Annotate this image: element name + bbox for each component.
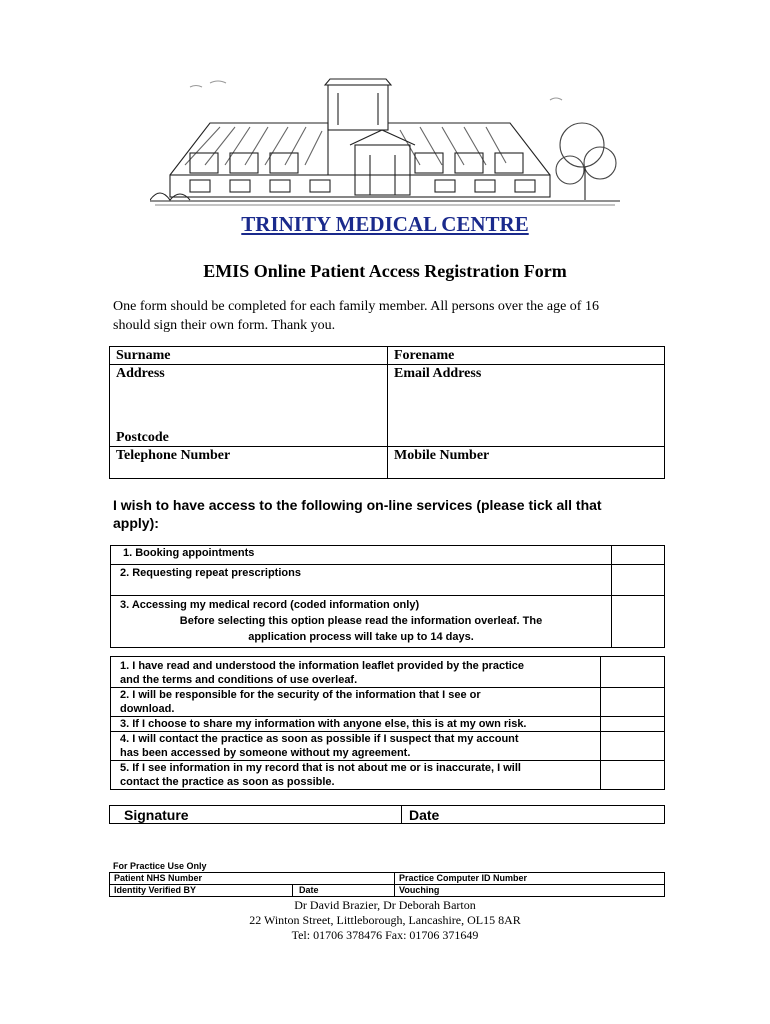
condition-1-line-2: and the terms and conditions of use overleaf. bbox=[120, 674, 358, 686]
vouching-field[interactable]: Vouching bbox=[399, 885, 440, 895]
practice-use-table bbox=[109, 872, 665, 897]
tick-box-condition-1[interactable] bbox=[601, 657, 665, 688]
medical-record-note-1: Before selecting this option please read the information overleaf. The bbox=[179, 615, 543, 627]
computer-id-field[interactable]: Practice Computer ID Number bbox=[399, 873, 528, 883]
tick-box-condition-4[interactable] bbox=[601, 732, 665, 761]
condition-2-line-2: download. bbox=[120, 703, 175, 715]
condition-2-line-1: 2. I will be responsible for the security of the information that I see or bbox=[120, 689, 481, 701]
instructions-line-2: should sign their own form. Thank you. bbox=[113, 318, 336, 333]
service-booking-appointments: 1. Booking appointments bbox=[123, 547, 255, 559]
services-table bbox=[110, 545, 665, 648]
forename-field[interactable]: Forename bbox=[394, 348, 455, 363]
form-instructions bbox=[113, 297, 673, 335]
footer-doctors: Dr David Brazier, Dr Deborah Barton bbox=[294, 898, 476, 912]
mobile-field[interactable]: Mobile Number bbox=[394, 448, 490, 463]
patient-details-table bbox=[109, 346, 665, 479]
tick-box-condition-3[interactable] bbox=[601, 717, 665, 732]
practice-title: TRINITY MEDICAL CENTRE bbox=[241, 212, 529, 236]
tick-box-medical-record[interactable] bbox=[612, 596, 665, 648]
verification-date-field[interactable]: Date bbox=[299, 885, 319, 895]
form-title: EMIS Online Patient Access Registration Form bbox=[203, 261, 567, 281]
services-heading bbox=[113, 496, 673, 532]
email-field[interactable]: Email Address bbox=[394, 366, 482, 381]
postcode-field[interactable]: Postcode bbox=[116, 430, 169, 445]
telephone-field[interactable]: Telephone Number bbox=[116, 448, 231, 463]
service-repeat-prescriptions: 2. Requesting repeat prescriptions bbox=[120, 567, 301, 579]
practice-use-heading: For Practice Use Only bbox=[113, 861, 207, 871]
condition-4-line-2: has been accessed by someone without my agreement. bbox=[120, 747, 411, 759]
condition-3: 3. If I choose to share my information with anyone else, this is at my own risk. bbox=[120, 718, 527, 730]
services-heading-line-1: I wish to have access to the following on-line services (please tick all that bbox=[113, 497, 602, 513]
tick-box-prescriptions[interactable] bbox=[612, 565, 665, 596]
nhs-number-field[interactable]: Patient NHS Number bbox=[114, 873, 203, 883]
tick-box-condition-5[interactable] bbox=[601, 761, 665, 790]
footer-contact: Tel: 01706 378476 Fax: 01706 371649 bbox=[291, 928, 479, 942]
identity-verified-field[interactable]: Identity Verified BY bbox=[114, 885, 197, 895]
condition-4-line-1: 4. I will contact the practice as soon as possible if I suspect that my account bbox=[120, 733, 519, 745]
service-medical-record: 3. Accessing my medical record (coded information only) bbox=[120, 599, 420, 611]
practice-building-image bbox=[150, 75, 620, 210]
tick-box-condition-2[interactable] bbox=[601, 688, 665, 717]
instructions-line-1: One form should be completed for each family member. All persons over the age of 16 bbox=[113, 299, 599, 314]
condition-5-line-1: 5. If I see information in my record that is not about me or is inaccurate, I will bbox=[120, 762, 521, 774]
conditions-table bbox=[110, 656, 665, 790]
footer-address: 22 Winton Street, Littleborough, Lancashire, OL15 8AR bbox=[249, 913, 521, 927]
services-heading-line-2: apply): bbox=[113, 515, 159, 531]
signature-table bbox=[109, 805, 665, 824]
signature-field[interactable]: Signature bbox=[124, 806, 189, 823]
condition-1-line-1: 1. I have read and understood the information leaflet provided by the practice bbox=[120, 660, 525, 672]
date-field[interactable]: Date bbox=[409, 806, 440, 823]
condition-5-line-2: contact the practice as soon as possible. bbox=[120, 776, 335, 788]
surname-field[interactable]: Surname bbox=[116, 348, 171, 363]
medical-record-note-2: application process will take up to 14 days. bbox=[248, 631, 474, 643]
tick-box-booking[interactable] bbox=[612, 546, 665, 565]
address-field[interactable]: Address bbox=[116, 366, 165, 381]
